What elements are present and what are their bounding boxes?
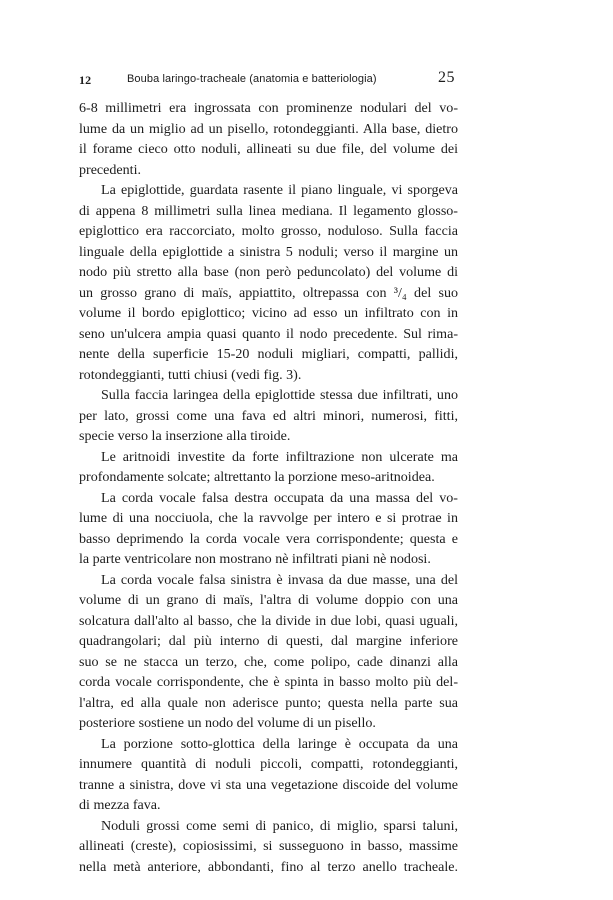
text-line: l'altra, ed alla quale non aderisce punto; questa nella parte sua: [79, 694, 458, 711]
text-line: profondamente solcate; altrettanto la porzione meso-aritnoidea.: [79, 469, 435, 485]
text-line: corda vocale corrispondente, che è spinta in basso molto più del-: [79, 674, 458, 690]
text-line: di appena 8 millimetri sulla linea mediana. Il legamento glosso-: [79, 202, 458, 219]
text-line: La corda vocale falsa sinistra è invasa da due masse, una del: [101, 571, 458, 588]
text-line: La porzione sotto-glottica della laringe è occupata da una: [101, 735, 458, 752]
text-line: La corda vocale falsa destra occupata da una massa del vo-: [101, 489, 458, 506]
text-line: epiglottico era raccorciato, molto grosso, noduloso. Sulla faccia: [79, 223, 458, 239]
text-line: precedenti.: [79, 161, 142, 178]
body-text: [79, 98, 458, 877]
sheet-number: 25: [438, 69, 455, 86]
text-line: 6-8 millimetri era ingrossata con prominenze nodulari del vo-: [79, 100, 458, 116]
text-line: nente della superficie 15-20 noduli migliari, compatti, pallidi,: [79, 346, 458, 362]
text-line: per lato, grossi come una fava ed altri minori, numerosi, fitti,: [79, 407, 458, 424]
text-line: seno un'ulcera ampia quasi quanto il nodo precedente. Sul rima-: [79, 325, 458, 342]
text-line: specie verso la inserzione alla tiroide.: [79, 428, 291, 444]
text-line: Le aritnoidi investite da forte infiltrazione non ulcerate ma: [101, 448, 458, 465]
text-line: posteriore sostiene un nodo del volume di un pisello.: [79, 715, 376, 731]
page-number: 12: [79, 73, 92, 87]
running-head: [79, 70, 459, 90]
text-line: Noduli grossi come semi di panico, di miglio, sparsi taluni,: [101, 817, 458, 834]
text-line: solcatura dall'alto al basso, che la divide in due lobi, quasi uguali,: [79, 612, 458, 629]
text-line: la parte ventricolare non mostrano nè infiltrati piani nè nodosi.: [79, 551, 431, 567]
text-line: allineati (creste), copiosissimi, si susseguono in basso, massime: [79, 838, 458, 854]
running-title: Bouba laringo-tracheale (anatomia e batteriologia): [127, 73, 377, 85]
text-line: La epiglottide, guardata rasente il piano linguale, vi sporgeva: [101, 182, 458, 198]
text-line: un grosso grano di maïs, appiattito, oltrepassa con ³/₄ del suo: [79, 284, 458, 301]
text-line: volume il bordo epiglottico; vicino ad esso un infiltrato con in: [79, 305, 458, 321]
text-line: linguale della epiglottide a sinistra 5 noduli; verso il margine un: [79, 243, 458, 260]
text-line: il forame cieco otto noduli, allineati su due file, del volume dei: [79, 141, 458, 157]
text-line: lume da un miglio ad un pisello, rotondeggianti. Alla base, dietro: [79, 120, 458, 137]
text-line: lume di una nocciuola, che la ravvolge per intero e si protrae in: [79, 510, 458, 526]
text-line: di mezza fava.: [79, 797, 161, 813]
text-line: rotondeggianti, tutti chiusi (vedi fig. 3).: [79, 366, 302, 383]
text-line: quadrangolari; dal più interno di questi, dal margine inferiore: [79, 633, 458, 649]
text-line: Sulla faccia laringea della epiglottide stessa due infiltrati, uno: [101, 387, 458, 403]
text-line: suo se ne stacca un terzo, che, come polipo, cade dinanzi alla: [79, 653, 458, 670]
text-line: nodo più stretto alla base (non però peduncolato) del volume di: [79, 264, 458, 280]
text-line: basso deprimendo la corda vocale vera corrispondente; questa e: [79, 530, 458, 547]
text-line: innumere quantità di noduli piccoli, compatti, rotondeggianti,: [79, 756, 458, 772]
text-line: volume di un grano di maïs, l'altra di volume doppio con una: [79, 592, 458, 608]
text-line: nella metà anteriore, abbondanti, fino al terzo anello tracheale.: [79, 858, 458, 875]
text-line: tranne a sinistra, dove vi sta una vegetazione discoide del volume: [79, 776, 458, 793]
